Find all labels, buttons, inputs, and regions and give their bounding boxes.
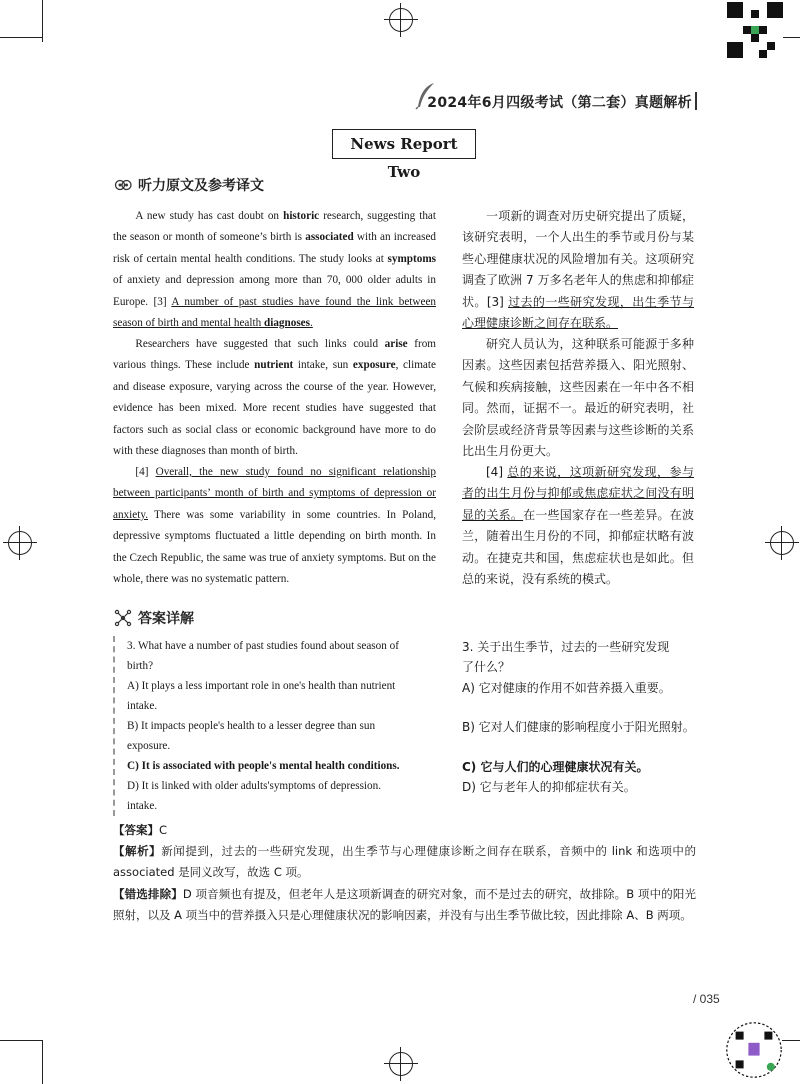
question-cn-block <box>462 636 697 806</box>
transcript-cn-paragraph-3: [4] 总的来说，这项新研究发现，参与者的出生月份与抑郁或焦虑症状之间没有明显的关系。在一些国家存在一些差异。在波兰，随着出生月份的不同，抑郁症状略有波动。在捷克共和国，焦虑症状也是如此。但总的来说，没有系统的模式。 <box>462 465 694 587</box>
option-d-en-line-1: D) It is linked with older adults'symptoms of depression. <box>127 780 382 792</box>
header-title: 2024年6月四级考试（第二套）真题解析 <box>427 95 692 111</box>
crop-mark-top-left-h <box>0 37 42 38</box>
molecule-icon <box>114 609 132 627</box>
option-d-en-line-2: intake. <box>127 800 158 812</box>
transcript-cn-paragraph-1: 一项新的调查对历史研究提出了质疑，该研究表明，一个人出生的季节或月份与某些心理健康状况的风险增加有关。这项研究调查了欧洲 7 万多名老年人的焦虑和抑郁症状。[3] 过去的一些研究发现，出生季节与心理健康诊断之间存在联系。 <box>462 209 694 331</box>
registration-mark-top <box>389 8 413 32</box>
transcript-heading <box>114 175 264 195</box>
registration-mark-left <box>8 531 32 555</box>
option-b-en-line-1: B) It impacts people's health to a lesser degree than sun <box>127 720 376 732</box>
answers-heading <box>114 608 194 628</box>
qr-code-bottom[interactable] <box>726 1022 782 1078</box>
option-d-cn: D) 它与老年人的抑郁症状有关。 <box>462 780 636 794</box>
transcript-en-paragraph-2: Researchers have suggested that such links could arise from various things. These include nutrient intake, sun exposure, climate and disease exposure, varying across the course of the year. However, evidence has been mixed. More recent studies have suggested that factors such as social class or economic background have more to do with these diagnoses than month of birth. <box>113 338 436 458</box>
transcript-heading-text: 听力原文及参考译文 <box>138 178 264 194</box>
crop-mark-top-left-v <box>42 0 43 42</box>
option-b-cn: B) 它对人们健康的影响程度小于阳光照射。 <box>462 720 695 734</box>
registration-mark-right <box>770 531 794 555</box>
question-cn-line-1: 3. 关于出生季节，过去的一些研究发现 <box>462 640 670 654</box>
question-en-line-2: birth? <box>127 660 154 672</box>
qr-code-top[interactable] <box>727 2 783 58</box>
option-a-en-line-2: intake. <box>127 700 158 712</box>
question-en-block <box>113 636 452 816</box>
header-divider <box>695 92 697 110</box>
transcript-en-paragraph-1: A new study has cast doubt on historic research, suggesting that the season or month of someone’s birth is associated with an increased risk of certain mental health conditions. The study looks at symptoms of anxiety and depression among more than 70, 000 older adults in Europe. [3] A number of past studies have found the link between season of birth and mental health diagnoses. <box>113 210 437 330</box>
crop-mark-bottom-left-v <box>42 1040 43 1084</box>
exclusion-paragraph: 【错选排除】D 项音频也有提及，但老年人是这项新调查的研究对象，而不是过去的研究，故排除。B 项中的阳光照射，以及 A 项当中的营养摄入只是心理健康状况的影响因素，并没有与出生季节做比较，因此排除 A、B 两项。 <box>113 887 696 922</box>
question-cn-line-2: 了什么？ <box>462 660 511 674</box>
analysis-paragraph: 【解析】新闻提到，过去的一些研究发现，出生季节与心理健康诊断之间存在联系，音频中的 link 和选项中的 associated 是同义改写，故选 C 项。 <box>113 844 696 879</box>
option-c-cn: C) 它与人们的心理健康状况有关。 <box>462 760 649 774</box>
registration-mark-bottom <box>389 1052 413 1076</box>
transcript-en-paragraph-3: [4] Overall, the new study found no significant relationship between participants’ month of birth and symptoms of depression or anxiety. There was some variability in some countries. In Poland, depressive symptoms fluctuated a little depending on birth month. In the Czech Republic, the same was true of anxiety symptoms. But on the whole, there was no systematic pattern. <box>113 466 436 586</box>
option-c-en: C) It is associated with people's mental health conditions. <box>127 760 400 772</box>
section-title: News Report Two <box>332 129 476 159</box>
answer-line: 【答案】C <box>113 823 168 837</box>
page-number: / 035 <box>693 992 720 1006</box>
headphones-icon <box>114 176 132 194</box>
answers-heading-text: 答案详解 <box>138 611 194 627</box>
option-b-en-line-2: exposure. <box>127 740 171 752</box>
option-a-en-line-1: A) It plays a less important role in one's health than nutrient <box>127 680 396 692</box>
transcript-cn-paragraph-2: 研究人员认为，这种联系可能源于多种因素。这些因素包括营养摄入、阳光照射、气候和疾病接触，这些因素在一年中各不相同。然而，证据不一。最近的研究表明，社会阶层或经济背景等因素与这些诊断的关系比出生月份更大。 <box>462 337 694 459</box>
question-en-line-1: 3. What have a number of past studies found about season of <box>127 640 399 652</box>
option-a-cn: A) 它对健康的作用不如营养摄入重要。 <box>462 681 671 695</box>
crop-mark-bottom-left-h <box>0 1040 42 1041</box>
